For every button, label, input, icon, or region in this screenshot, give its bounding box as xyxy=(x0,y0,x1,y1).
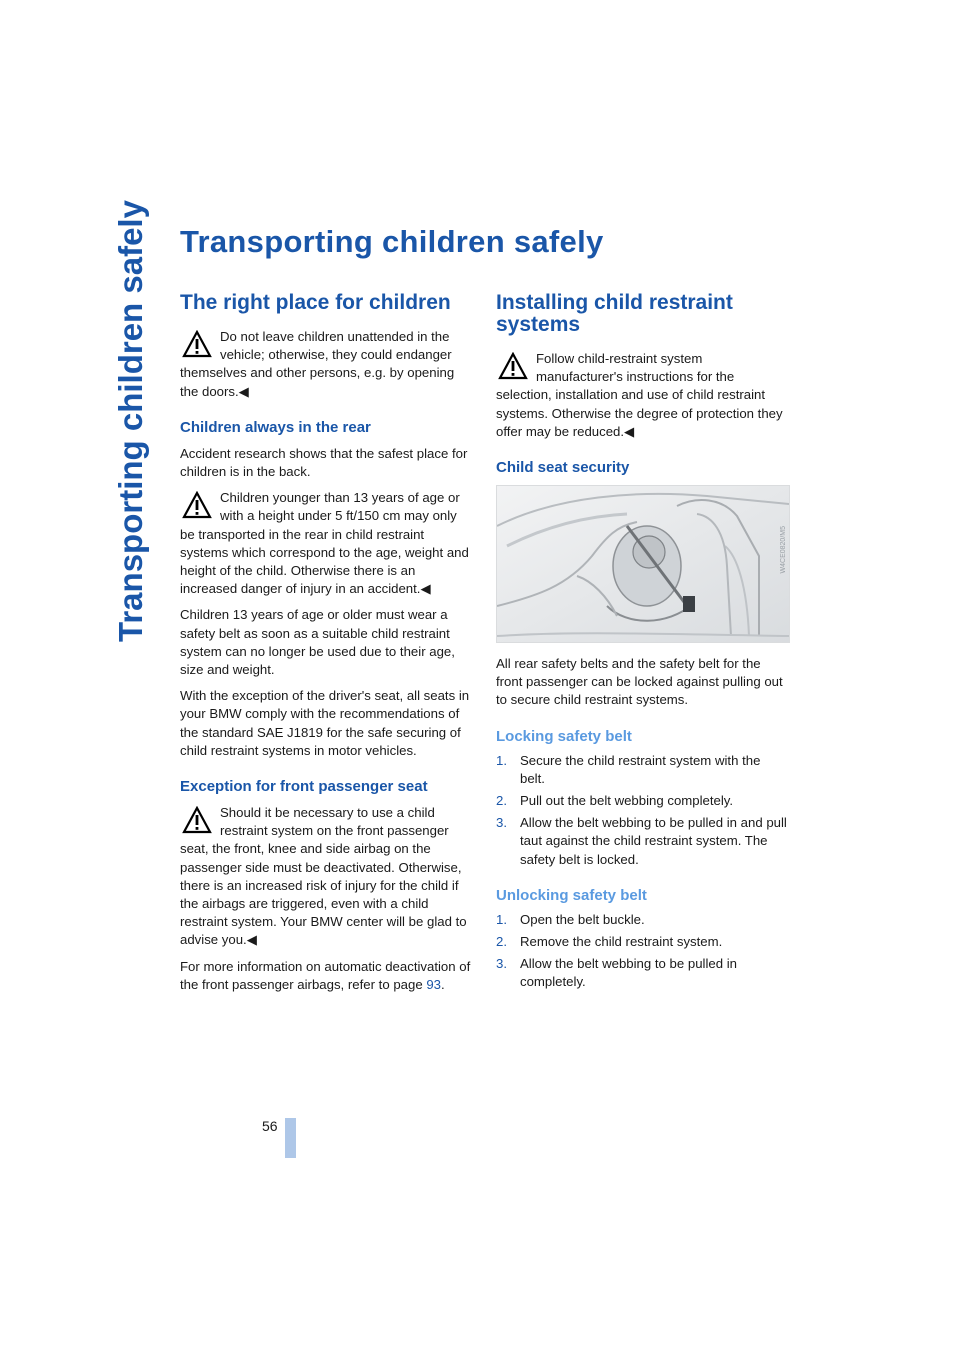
page-link[interactable]: 93 xyxy=(426,976,441,992)
warning-block xyxy=(496,350,788,441)
warning-block xyxy=(180,489,472,598)
list-item xyxy=(496,911,788,929)
step-text: Open the belt buckle. xyxy=(520,911,645,927)
subheading-locking-belt: Locking safety belt xyxy=(496,727,632,745)
step-number: 2. xyxy=(496,934,507,950)
list-item xyxy=(496,752,788,788)
section-heading-installing: Installing child restraint systems xyxy=(496,291,733,336)
subheading-children-rear: Children always in the rear xyxy=(180,418,371,436)
warning-triangle-icon xyxy=(182,806,212,834)
paragraph: All rear safety belts and the safety belt for the front passenger can be locked against pulling out to secure child restraint systems. xyxy=(496,656,783,708)
paragraph-text: For more information on automatic deactivation of the front passenger airbags, refer to page xyxy=(180,958,471,992)
page-number-bar xyxy=(285,1118,296,1158)
left-column xyxy=(180,292,472,1002)
paragraph-text-end: . xyxy=(441,976,445,992)
paragraph: With the exception of the driver's seat, all seats in your BMW comply with the recommendations of the standard SAE J1819 for the safe securing of child restraint systems in motor vehicles. xyxy=(180,688,470,758)
right-column xyxy=(496,292,788,998)
step-number: 3. xyxy=(496,815,507,831)
car-interior-drawing xyxy=(497,486,789,642)
step-text: Allow the belt webbing to be pulled in and pull taut against the child restraint system. The safety belt is locked. xyxy=(520,815,787,867)
step-text: Remove the child restraint system. xyxy=(520,934,723,950)
warning-text: Should it be necessary to use a child restraint system on the front passenger seat, the front, knee and side airbag on the passenger side must be deactivated. Otherwise, there is an increased risk of injury for the child if the airbags are triggered, even with a child restraint system. Your BMW center will be glad to advise you.◀ xyxy=(180,805,467,948)
locking-steps-list xyxy=(496,752,788,869)
step-number: 3. xyxy=(496,956,507,972)
page-title: Transporting children safely xyxy=(180,224,604,259)
list-item xyxy=(496,792,788,810)
warning-text: Do not leave children unattended in the vehicle; otherwise, they could endanger themselves and other persons, e.g. by opening the doors.◀ xyxy=(180,329,455,399)
step-number: 2. xyxy=(496,793,507,809)
step-number: 1. xyxy=(496,911,507,927)
child-seat-illustration xyxy=(496,485,790,643)
subheading-child-seat-security: Child seat security xyxy=(496,459,630,477)
paragraph: Accident research shows that the safest place for children is in the back. xyxy=(180,445,468,480)
subheading-exception-front-seat: Exception for front passenger seat xyxy=(180,778,428,796)
page-number: 56 xyxy=(262,1118,278,1134)
figure-code: W4CE0820/M5 xyxy=(780,526,787,574)
list-item xyxy=(496,933,788,951)
list-item xyxy=(496,955,788,991)
warning-text: Follow child-restraint system manufacturer's instructions for the selection, installation and use of child restraint systems. Otherwise the degree of protection they offer may be reduced.◀ xyxy=(496,351,783,439)
section-heading-right-place: The right place for children xyxy=(180,291,451,314)
step-number: 1. xyxy=(496,752,507,768)
step-text: Secure the child restraint system with the belt. xyxy=(520,752,761,786)
subheading-unlocking-belt: Unlocking safety belt xyxy=(496,886,647,904)
warning-text: Children younger than 13 years of age or with a height under 5 ft/150 cm may only be transported in the rear in child restraint systems which correspond to the age, weight and height of the child. Otherwise there is an increased danger of injury in an accident.◀ xyxy=(180,490,469,597)
paragraph: Children 13 years of age or older must wear a safety belt as soon as a suitable child restraint system can no longer be used due to their age, size and weight. xyxy=(180,607,455,678)
warning-triangle-icon xyxy=(182,491,212,519)
list-item xyxy=(496,814,788,869)
step-text: Pull out the belt webbing completely. xyxy=(520,793,734,809)
paragraph-airbag-reference xyxy=(180,958,472,994)
warning-triangle-icon xyxy=(498,352,528,380)
warning-block xyxy=(180,328,472,401)
step-text: Allow the belt webbing to be pulled in completely. xyxy=(520,956,738,990)
side-section-title: Transporting children safely xyxy=(112,200,149,642)
unlocking-steps-list xyxy=(496,911,788,992)
warning-triangle-icon xyxy=(182,330,212,358)
warning-block xyxy=(180,804,472,950)
